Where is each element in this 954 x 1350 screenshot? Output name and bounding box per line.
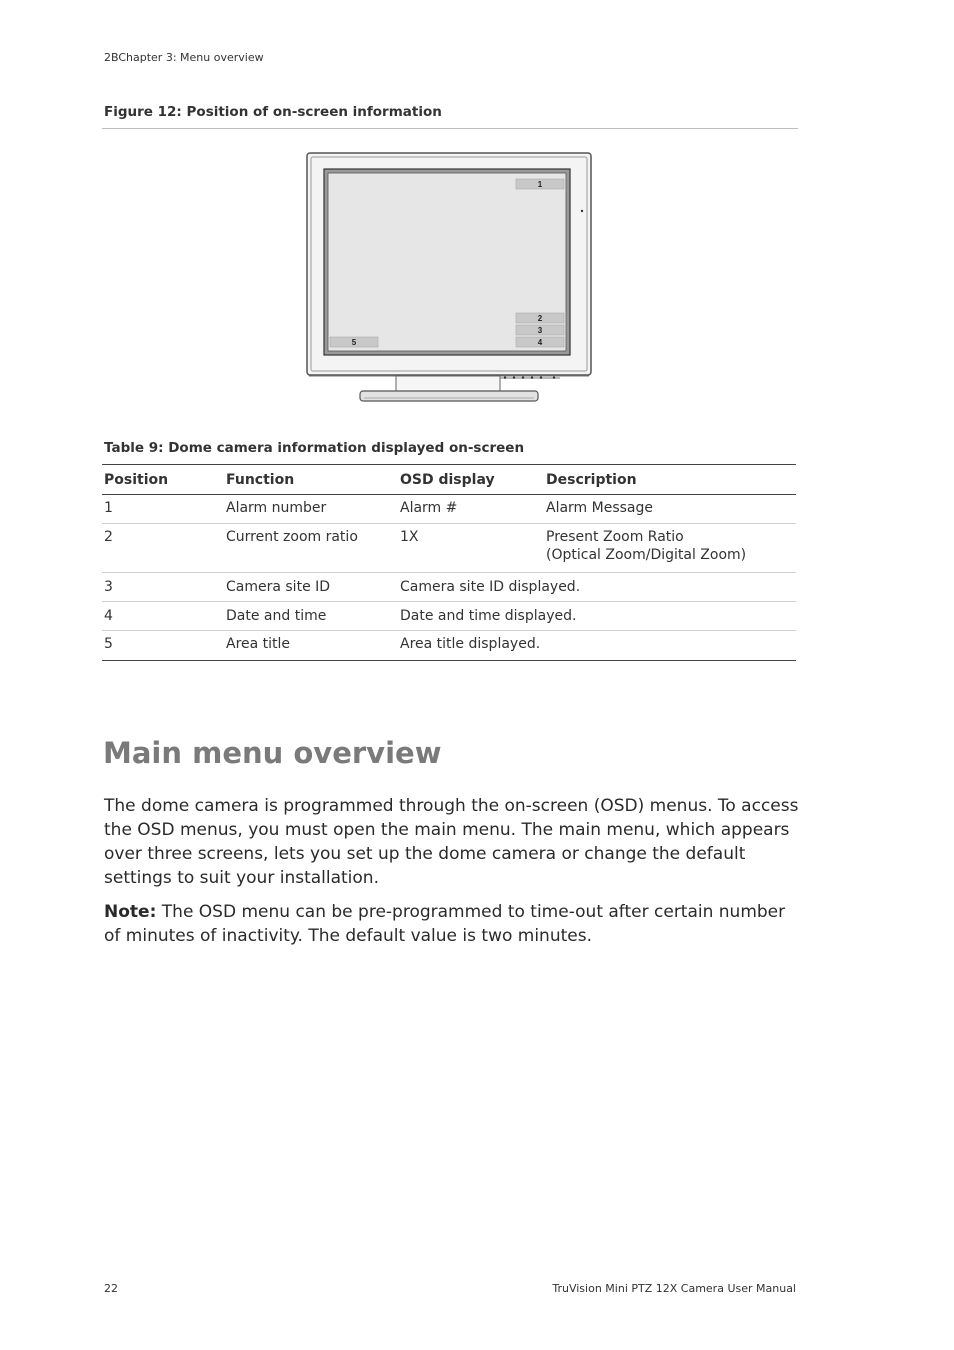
description-line-2: (Optical Zoom/Digital Zoom) bbox=[546, 547, 747, 563]
monitor-button-icon bbox=[504, 376, 506, 378]
cell-position: 5 bbox=[102, 631, 224, 661]
osd-info-table bbox=[102, 464, 796, 661]
col-header-function: Function bbox=[224, 465, 398, 495]
cell-description: Alarm Message bbox=[544, 495, 796, 524]
osd-label-3: 3 bbox=[537, 326, 543, 335]
cell-osd-display: Alarm # bbox=[398, 495, 544, 524]
note-label: Note: bbox=[104, 902, 157, 922]
table-caption: Table 9: Dome camera information displayed on-screen bbox=[104, 440, 525, 456]
cell-merged-description: Camera site ID displayed. bbox=[398, 573, 796, 602]
figure-caption: Figure 12: Position of on-screen information bbox=[104, 104, 442, 120]
body-paragraph: The dome camera is programmed through the on-screen (OSD) menus. To access the OSD menus, you must open the main menu. The main menu, which appears over three screens, lets you set up the dome camera or change the default settings to suit your installation. bbox=[104, 796, 799, 888]
cell-function: Current zoom ratio bbox=[224, 524, 398, 573]
page-number: 22 bbox=[104, 1282, 118, 1295]
cell-position: 4 bbox=[102, 602, 224, 631]
cell-description bbox=[544, 524, 796, 573]
table-row bbox=[102, 495, 796, 524]
table-header-row bbox=[102, 465, 796, 495]
figure-caption-rule bbox=[102, 128, 798, 129]
section-heading: Main menu overview bbox=[103, 736, 442, 770]
table-row bbox=[102, 573, 796, 602]
cell-function: Alarm number bbox=[224, 495, 398, 524]
table-row bbox=[102, 524, 796, 573]
monitor-illustration bbox=[300, 148, 600, 414]
osd-label-1: 1 bbox=[537, 180, 543, 189]
col-header-position: Position bbox=[102, 465, 224, 495]
cell-function: Camera site ID bbox=[224, 573, 398, 602]
table-row bbox=[102, 631, 796, 661]
description-line-1: Present Zoom Ratio bbox=[546, 529, 684, 545]
cell-merged-description: Date and time displayed. bbox=[398, 602, 796, 631]
cell-position: 3 bbox=[102, 573, 224, 602]
monitor-base bbox=[360, 391, 538, 401]
manual-title: TruVision Mini PTZ 12X Camera User Manual bbox=[552, 1282, 796, 1295]
cell-osd-display: 1X bbox=[398, 524, 544, 573]
table-row bbox=[102, 602, 796, 631]
osd-label-4: 4 bbox=[537, 338, 543, 347]
monitor-neck bbox=[396, 376, 500, 392]
running-header: 2BChapter 3: Menu overview bbox=[104, 51, 264, 64]
note-paragraph bbox=[104, 900, 804, 948]
note-text: The OSD menu can be pre-programmed to time-out after certain number of minutes of inactivity. The default value is two minutes. bbox=[104, 902, 786, 946]
osd-label-5: 5 bbox=[351, 338, 357, 347]
cell-function: Area title bbox=[224, 631, 398, 661]
cell-merged-description: Area title displayed. bbox=[398, 631, 796, 661]
col-header-osd-display: OSD display bbox=[398, 465, 544, 495]
cell-position: 1 bbox=[102, 495, 224, 524]
cell-position: 2 bbox=[102, 524, 224, 573]
col-header-description: Description bbox=[544, 465, 796, 495]
osd-label-2: 2 bbox=[537, 314, 543, 323]
power-led-icon bbox=[581, 210, 583, 212]
cell-function: Date and time bbox=[224, 602, 398, 631]
